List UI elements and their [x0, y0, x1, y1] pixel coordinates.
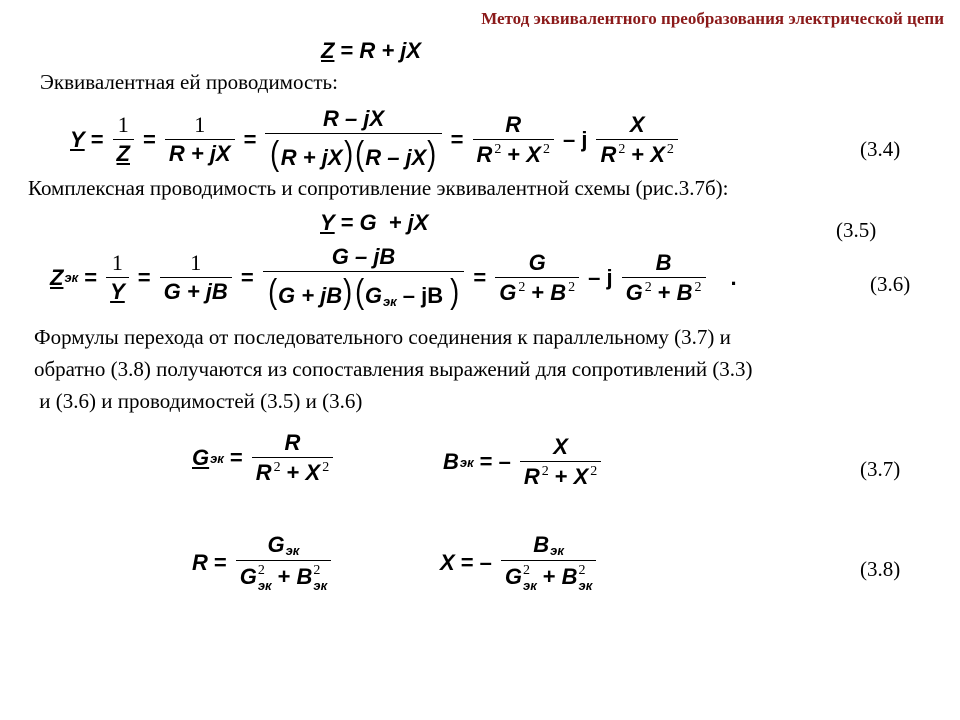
formula-3-4: Y = $\frac{1}{Z}$ = $\frac{1}{R + jX}$ = $\frac{R - jX}{(R + jX)(R - jX)}$ = $\frac{R}{R ^2 + X ^2}$ – j $\frac{X}{R ^2 + X ^2}$ [70, 108, 681, 171]
paragraph-line-3: и (3.6) и проводимостей (3.5) и (3.6) [34, 389, 363, 413]
equation-number-3-8: (3.8) [860, 557, 901, 581]
paragraph-line-1: Формулы перехода от последовательного соединения к параллельному (3.7) и [34, 325, 731, 349]
paragraph-line-2: обратно (3.8) получаются из сопоставления выражений для сопротивлений (3.3) [34, 357, 753, 381]
formula-3-7-susceptance: B эк = – $\frac{X}{R ^2 + X ^2}$ [443, 436, 604, 488]
slide-title: Метод эквивалентного преобразования электрической цепи [481, 9, 944, 28]
formula-3-6: Z эк = $\frac{1}{Y}$ = $\frac{1}{G + jB}$ = $\frac{G - jB}{(G + jB)(G_{эк} - jB )}$ = $\frac{G}{G ^2 + B ^2}$ – j $\frac{B}{G ^2 + B ^2}$ . [50, 244, 737, 311]
equation-number-3-7: (3.7) [860, 457, 901, 481]
formula-3-7-conductance: G эк = $\frac{R}{R ^2 + X ^2}$ [192, 432, 336, 484]
impedance-formula: Z = R + jX [321, 38, 422, 63]
text-equivalent-admittance: Эквивалентная ей проводимость: [40, 70, 338, 94]
formula-3-8-reactance: X = – $B_{эк}$ G 2 эк + B 2 эк [440, 534, 599, 592]
equation-number-3-5: (3.5) [836, 218, 877, 242]
formula-3-5: Y = G + jX [320, 210, 429, 235]
equation-number-3-6: (3.6) [870, 272, 911, 296]
text-complex-admittance: Комплексная проводимость и сопротивление эквивалентной схемы (рис.3.7б): [28, 176, 729, 200]
formula-3-8-resistance: R = $G_{эк}$ G 2 эк + B 2 эк [192, 534, 334, 592]
equation-number-3-4: (3.4) [860, 137, 901, 161]
